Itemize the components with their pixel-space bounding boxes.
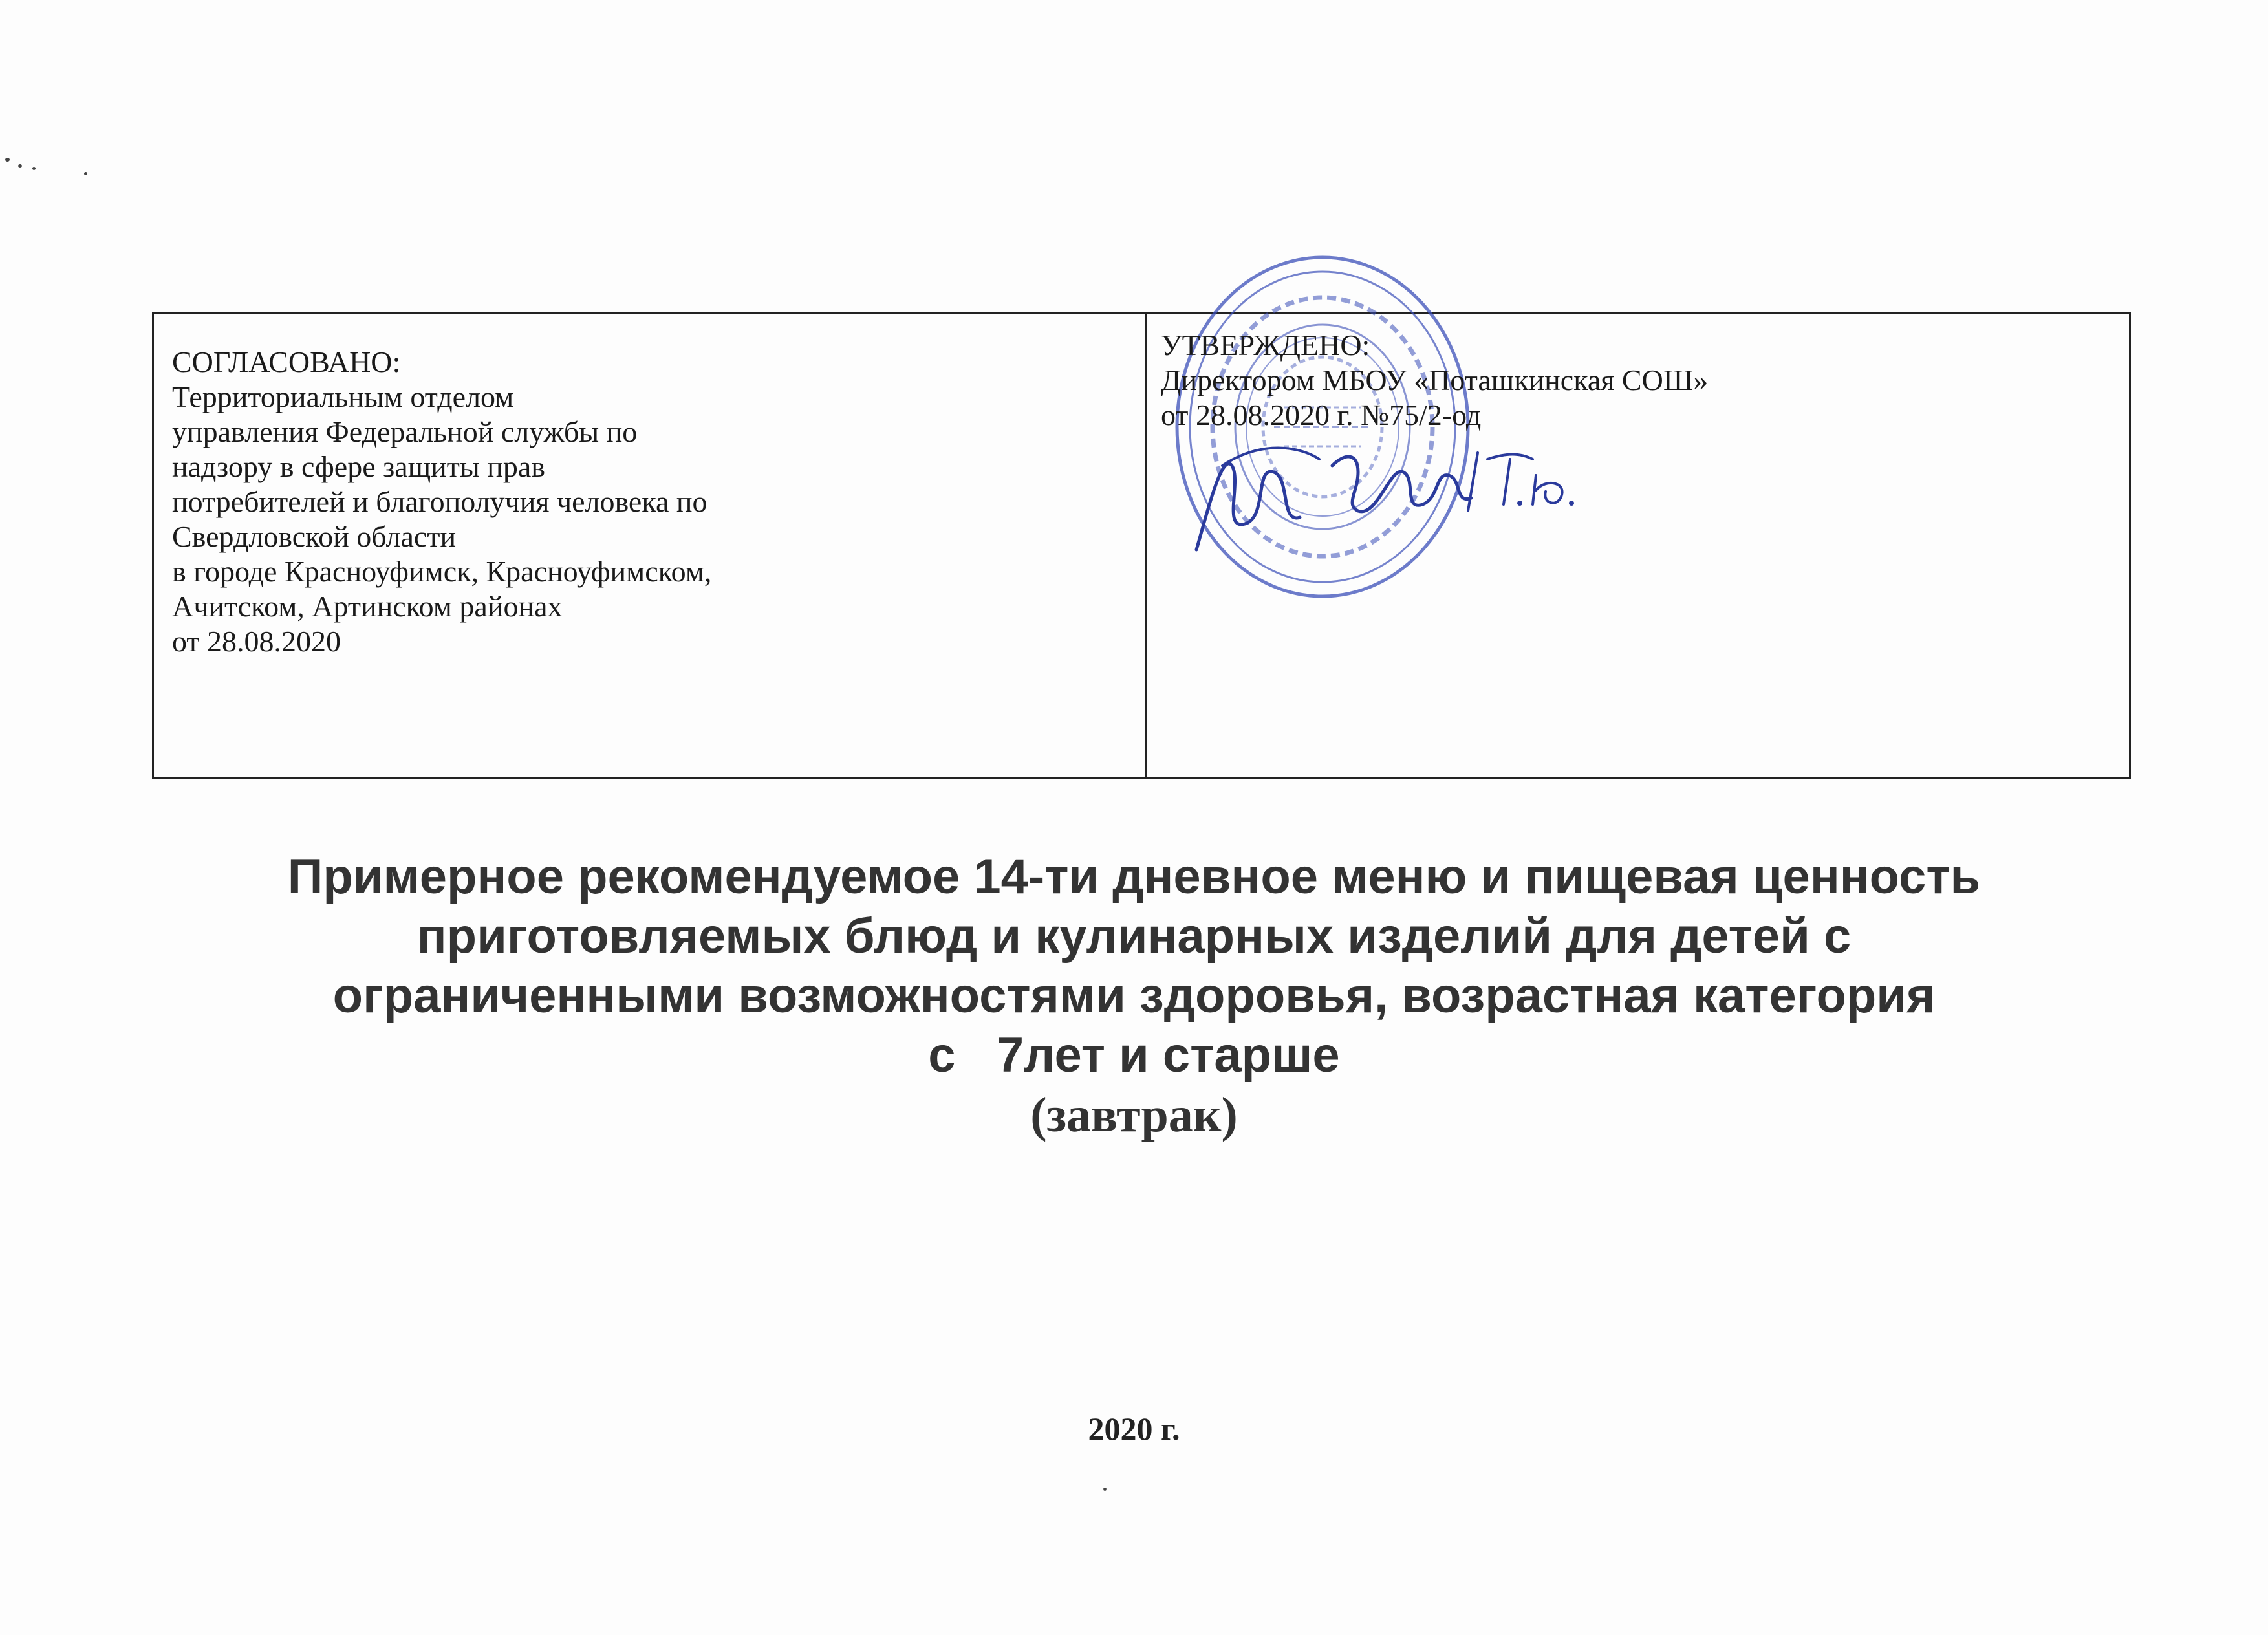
approved-heading: УТВЕРЖДЕНО: (1161, 329, 1370, 362)
scan-speck (1103, 1488, 1107, 1491)
agreed-line: управления Федеральной службы по (172, 415, 638, 448)
title-age-line: с 7лет и старше (928, 1028, 1340, 1083)
scan-speck (18, 164, 22, 168)
scan-speck (5, 158, 10, 162)
agreed-line: Ачитском, Артинском районах (172, 590, 563, 623)
agreed-date: от 28.08.2020 (172, 625, 341, 658)
scan-speck (32, 167, 36, 170)
document-year: 2020 г. (1088, 1411, 1180, 1447)
agreed-line: в городе Красноуфимск, Красноуфимском, (172, 555, 712, 588)
director-signature-icon (1183, 427, 1584, 569)
approved-line: Директором МБОУ «Поташкинская СОШ» (1161, 363, 1709, 396)
scan-speck (84, 172, 87, 175)
title-meal: (завтрак) (1030, 1088, 1238, 1142)
agreed-line: Свердловской области (172, 520, 457, 553)
title-line: ограниченными возможностями здоровья, возрастная категория (332, 968, 1936, 1023)
approval-table (152, 312, 2131, 779)
agreed-line: потребителей и благополучия человека по (172, 485, 707, 518)
agreed-line: надзору в сфере защиты прав (172, 450, 546, 483)
agreed-cell (154, 314, 1147, 777)
title-line: Примерное рекомендуемое 14-ти дневное меню и пищевая ценность (287, 849, 1981, 904)
approved-order: от 28.08.2020 г. №75/2-од (1161, 398, 1482, 431)
title-line: приготовляемых блюд и кулинарных изделий для детей с (416, 909, 1852, 964)
agreed-line: Территориальным отделом (172, 380, 514, 413)
document-title (0, 847, 2268, 1145)
agreed-heading: СОГЛАСОВАНО: (172, 345, 401, 378)
